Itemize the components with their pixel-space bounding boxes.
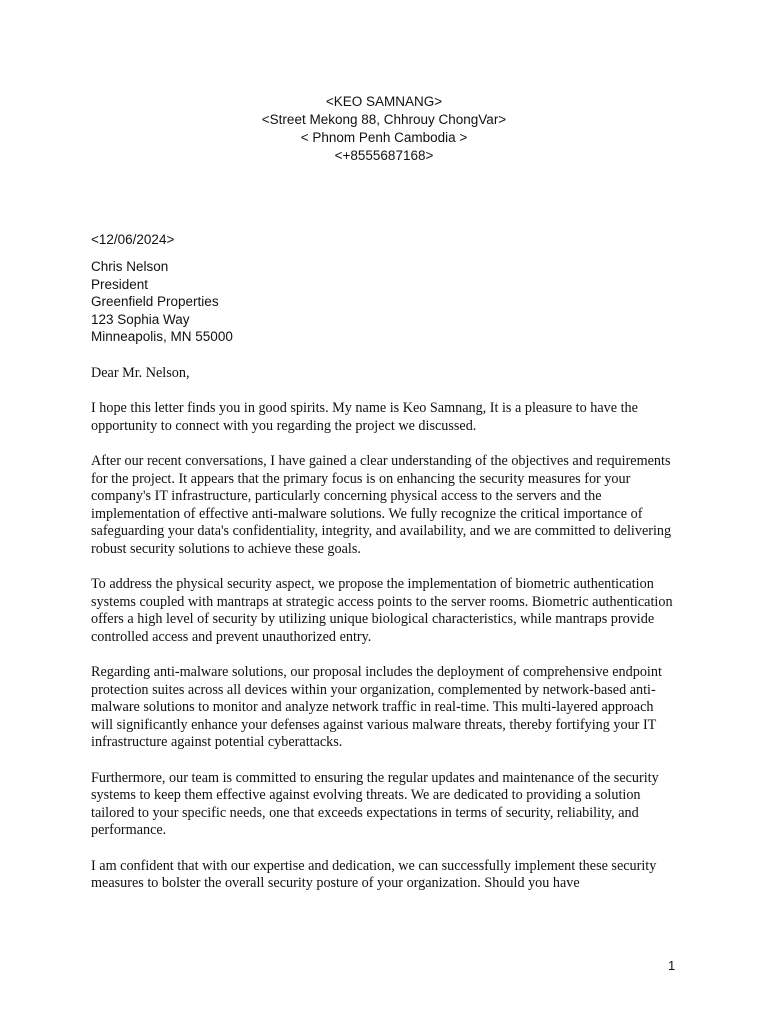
recipient-street: 123 Sophia Way (91, 311, 190, 327)
salutation: Dear Mr. Nelson, (91, 365, 190, 381)
sender-block (0, 93, 768, 165)
recipient-block (91, 258, 233, 346)
sender-street: <Street Mekong 88, Chhrouy ChongVar> (261, 112, 507, 127)
recipient-title: President (91, 276, 149, 292)
sender-city: < Phnom Penh Cambodia > (300, 130, 468, 145)
paragraph-objectives: After our recent conversations, I have gained a clear understanding of the objectives and requirements for the project. It appears that the primary focus is on enhancing the security measures for your company's IT infrastructure, particularly concerning physical access to the servers and the implementation of effective anti-malware solutions. We fully recognize the critical importance of safeguarding your data's confidentiality, integrity, and availability, and we are committed to delivering robust security solutions to achieve these goals. (91, 452, 672, 557)
letter-date: <12/06/2024> (91, 232, 175, 247)
page-number: 1 (668, 958, 676, 973)
sender-name: <KEO SAMNANG> (325, 94, 443, 109)
recipient-company: Greenfield Properties (91, 294, 219, 310)
letter-body (91, 365, 677, 910)
paragraph-physical-security: To address the physical security aspect, we propose the implementation of biometric authentication systems coupled with mantraps at strategic access points to the server rooms. Biometric authentication offers a high level of security by utilizing unique biological characteristics, while mantraps provide controlled access and prevent unauthorized entry. (91, 576, 673, 645)
sender-phone: <+8555687168> (334, 148, 434, 163)
recipient-name: Chris Nelson (91, 259, 169, 274)
paragraph-closing: I am confident that with our expertise and dedication, we can successfully implement these security measures to bolster the overall security posture of your organization. Should you have (91, 857, 657, 892)
paragraph-intro: I hope this letter finds you in good spirits. My name is Keo Samnang, It is a pleasure to have the opportunity to connect with you regarding the project we discussed. (91, 400, 638, 434)
recipient-city: Minneapolis, MN 55000 (91, 329, 233, 345)
paragraph-maintenance: Furthermore, our team is committed to ensuring the regular updates and maintenance of the security systems to keep them effective against evolving threats. We are dedicated to providing a solution tailored to your specific needs, one that exceeds expectations in terms of security, reliability, and performance. (91, 769, 659, 839)
paragraph-anti-malware: Regarding anti-malware solutions, our proposal includes the deployment of comprehensive endpoint protection suites across all devices within your organization, complemented by network-based anti-malware solutions to monitor and analyze network traffic in real-time. This multi-layered approach will significantly enhance your defenses against various malware threats, thereby fortifying your IT infrastructure against potential cyberattacks. (91, 664, 662, 751)
